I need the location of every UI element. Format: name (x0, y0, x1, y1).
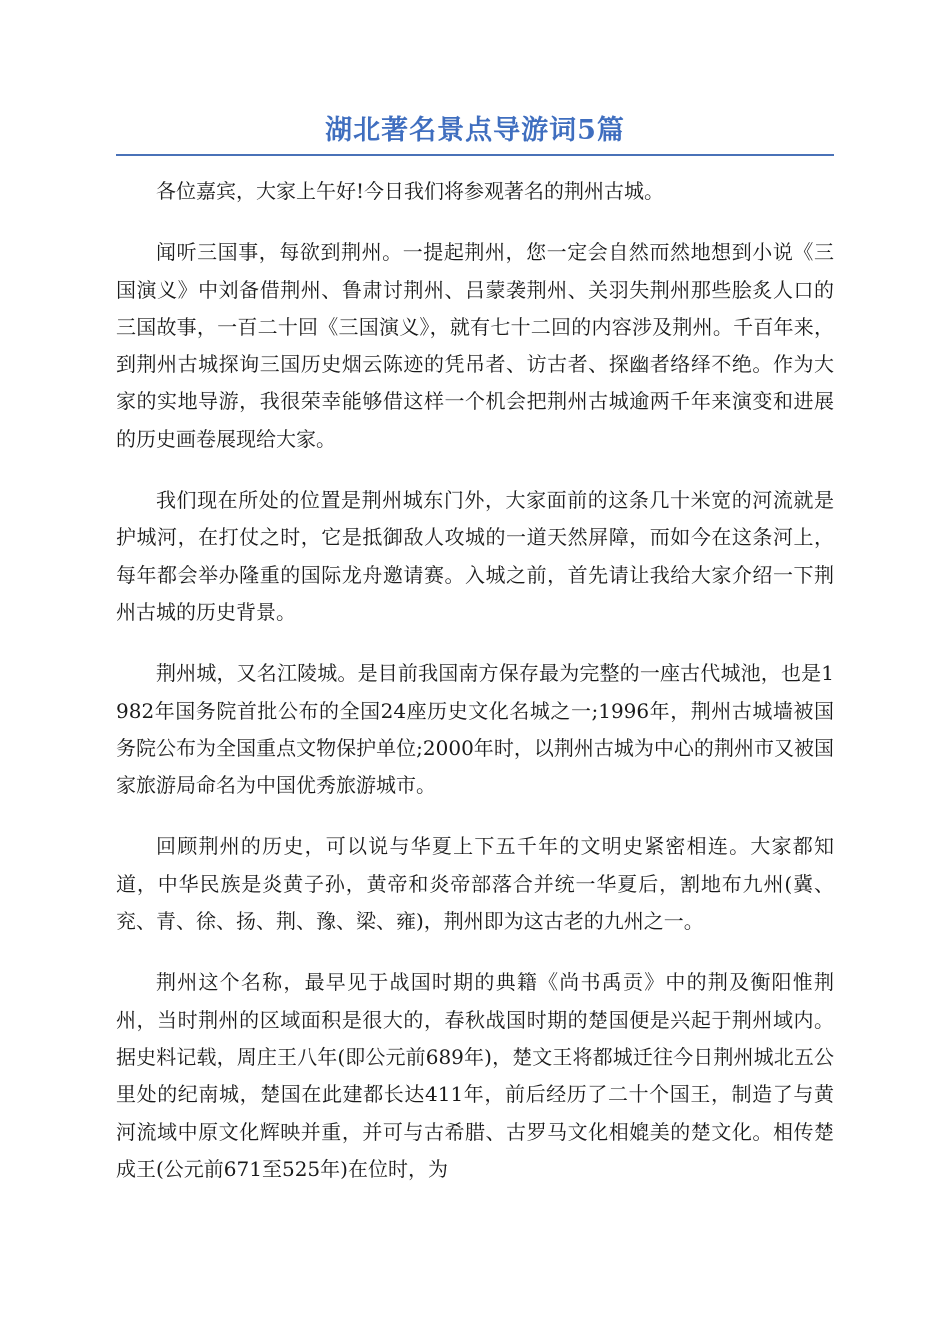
paragraph-5: 回顾荆州的历史，可以说与华夏上下五千年的文明史紧密相连。大家都知道，中华民族是炎黄子孙，黄帝和炎帝部落合并统一华夏后，割地布九州(冀、兖、青、徐、扬、荆、豫、梁、雍)，荆州即为这古老的九州之一。 (116, 834, 834, 934)
paragraph-2: 闻听三国事，每欲到荆州。一提起荆州，您一定会自然而然地想到小说《三国演义》中刘备借荆州、鲁肃讨荆州、吕蒙袭荆州、关羽失荆州那些脍炙人口的三国故事，一百二十回《三国演义》，就有七十二回的内容涉及荆州。千百年来，到荆州古城探询三国历史烟云陈迹的凭吊者、访古者、探幽者络绎不绝。作为大家的实地导游，我很荣幸能够借这样一个机会把荆州古城逾两千年来演变和进展的历史画卷展现给大家。 (116, 240, 834, 451)
paragraph-1: 各位嘉宾，大家上午好!今日我们将参观著名的荆州古城。 (156, 179, 665, 203)
document-title: 湖北著名景点导游词5篇 (325, 115, 625, 146)
document-body (116, 173, 834, 1188)
paragraph-3: 我们现在所处的位置是荆州城东门外，大家面前的这条几十米宽的河流就是护城河，在打仗之时，它是抵御敌人攻城的一道天然屏障，而如今在这条河上，每年都会举办隆重的国际龙舟邀请赛。入城之前，首先请让我给大家介绍一下荆州古城的历史背景。 (116, 488, 834, 624)
paragraph-6: 荆州这个名称，最早见于战国时期的典籍《尚书禹贡》中的荆及衡阳惟荆州，当时荆州的区域面积是很大的，春秋战国时期的楚国便是兴起于荆州域内。据史料记载，周庄王八年(即公元前689年)，楚文王将都城迁往今日荆州城北五公里处的纪南城，楚国在此建都长达411年，前后经历了二十个国王，制造了与黄河流域中原文化辉映并重，并可与古希腊、古罗马文化相媲美的楚文化。相传楚成王(公元前671至525年)在位时，为 (116, 970, 834, 1181)
paragraph-4: 荆州城，又名江陵城。是目前我国南方保存最为完整的一座古代城池，也是1982年国务院首批公布的全国24座历史文化名城之一;1996年，荆州古城墙被国务院公布为全国重点文物保护单位;2000年时，以荆州古城为中心的荆州市又被国家旅游局命名为中国优秀旅游城市。 (116, 661, 834, 798)
title-underline (116, 154, 834, 156)
